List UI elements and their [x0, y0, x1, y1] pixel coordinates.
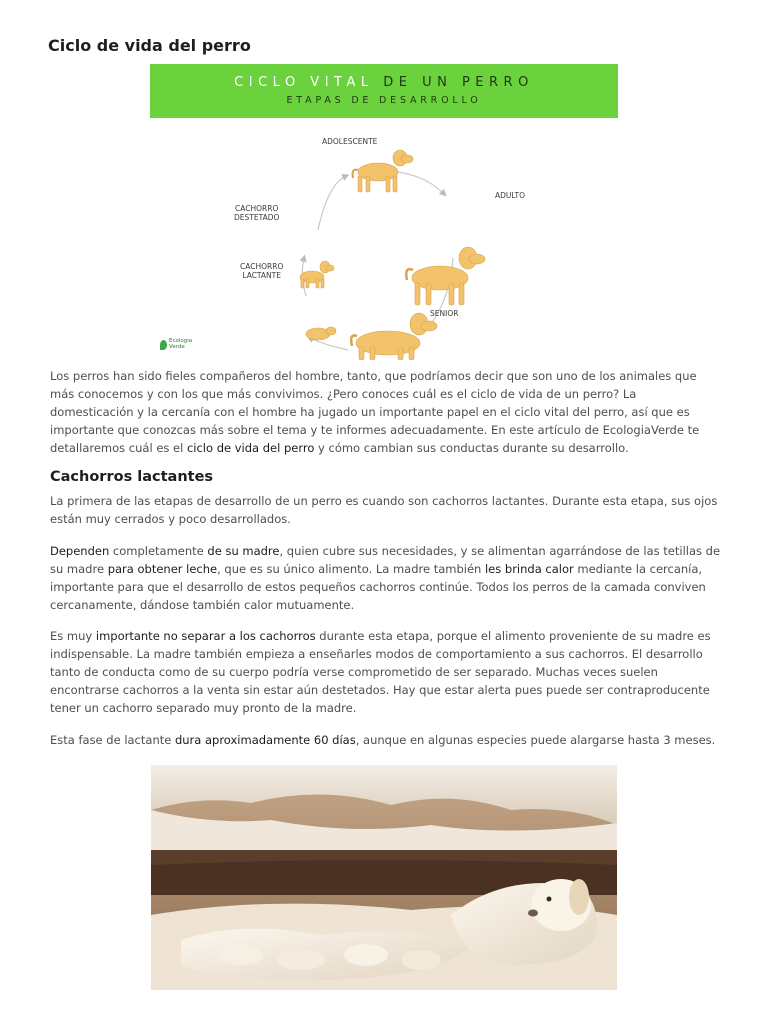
highlight-brinda-calor: les brinda calor — [484, 562, 574, 576]
paragraph-4 — [50, 731, 722, 749]
logo-text: Ecologia Verde — [169, 338, 193, 350]
stage-label-senior: SENIOR — [430, 309, 459, 318]
p3-text-2: durante esta etapa, porque el alimento proveniente de su madre es indispensable. La madre también empieza a enseñarles modos de comportamiento a sus cachorros. El desarrollo tanto de conducta como de su cuerpo podría verse comprometido de ser separado. Muchas veces suelen encontrarse cachorros a la venta sin estar aún destetados. Hay que estar alerta pues puede ser contraproducente tener un cachorro separado muy pronto de la madre. — [50, 629, 711, 715]
weaned-puppy-illustration — [300, 261, 334, 288]
link-ciclo-de-vida[interactable]: ciclo de vida del perro — [186, 441, 315, 455]
banner-subtitle: ETAPAS DE DESARROLLO — [286, 95, 482, 106]
senior-dog-illustration — [351, 313, 437, 360]
intro-text-2: y cómo cambian sus conductas durante su desarrollo. — [314, 441, 629, 455]
paragraph-3 — [50, 627, 722, 717]
nursing-puppy-illustration — [306, 327, 336, 340]
p3-text-1: Es muy — [50, 629, 96, 643]
highlight-dependen: Dependen — [50, 544, 110, 558]
banner-title — [150, 64, 618, 93]
paragraph-2 — [50, 542, 722, 614]
stage-label-lactante: CACHORRO LACTANTE — [240, 262, 284, 280]
leaf-icon — [160, 340, 167, 350]
page-title: Ciclo de vida del perro — [48, 36, 251, 55]
p2-text-1: completamente — [109, 544, 208, 558]
highlight-no-separar: importante no separar a los cachorros — [95, 629, 316, 643]
p2-text-2: , quien cubre sus necesidades, y se alimentan agarrándose de las tetillas de su madre — [50, 544, 721, 576]
cycle-arrow — [318, 176, 346, 230]
p2-text-3: , que es su único alimento. La madre también — [217, 562, 485, 576]
p4-text-1: Esta fase de lactante — [50, 733, 175, 747]
p2-text-4: mediante la cercanía, importante para que el desarrollo de estos pequeños cachorros continúe. Todos los perros de la camada conviven cercanamente, dándose también calor mutuamente. — [50, 562, 706, 612]
section-title: Cachorros lactantes — [50, 469, 214, 485]
ecologiaverde-logo — [160, 339, 192, 350]
adolescent-dog-illustration — [353, 150, 413, 192]
infographic-banner — [150, 64, 618, 118]
intro-text-1: Los perros han sido fieles compañeros del hombre, tanto, que podríamos decir que son uno de los animales que más conocemos y con los que más convivimos. ¿Pero conoces cuál es el ciclo de vida de un perro? La domesticación y la cercanía con el hombre ha jugado un importante papel en el ciclo vital del perro, así que es importante que conozcas más sobre el tema y te informes adecuadamente. En este artículo de EcologiaVerde te detallaremos cuál es el — [50, 369, 700, 455]
life-cycle-infographic — [150, 64, 618, 360]
paragraph-1: La primera de las etapas de desarrollo de un perro es cuando son cachorros lactantes. Durante esta etapa, sus ojos están muy cerrados y poco desarrollados. — [50, 494, 718, 526]
cycle-diagram — [150, 118, 618, 360]
mother-dog-with-puppies-photo — [151, 765, 617, 990]
stage-label-adolescente: ADOLESCENTE — [322, 137, 378, 146]
highlight-60-dias: dura aproximadamente 60 días — [174, 733, 356, 747]
p4-text-2: , aunque en algunas especies puede alargarse hasta 3 meses. — [355, 733, 716, 747]
banner-title-light: CICLO VITAL — [234, 75, 384, 90]
intro-paragraph — [50, 367, 722, 457]
highlight-obtener-leche: para obtener leche — [107, 562, 218, 576]
stage-label-destetado: CACHORRO DESTETADO — [234, 204, 280, 222]
highlight-de-su-madre: de su madre — [207, 544, 280, 558]
stage-label-adulto: ADULTO — [495, 191, 526, 200]
banner-title-dark: DE UN PERRO — [383, 75, 534, 90]
